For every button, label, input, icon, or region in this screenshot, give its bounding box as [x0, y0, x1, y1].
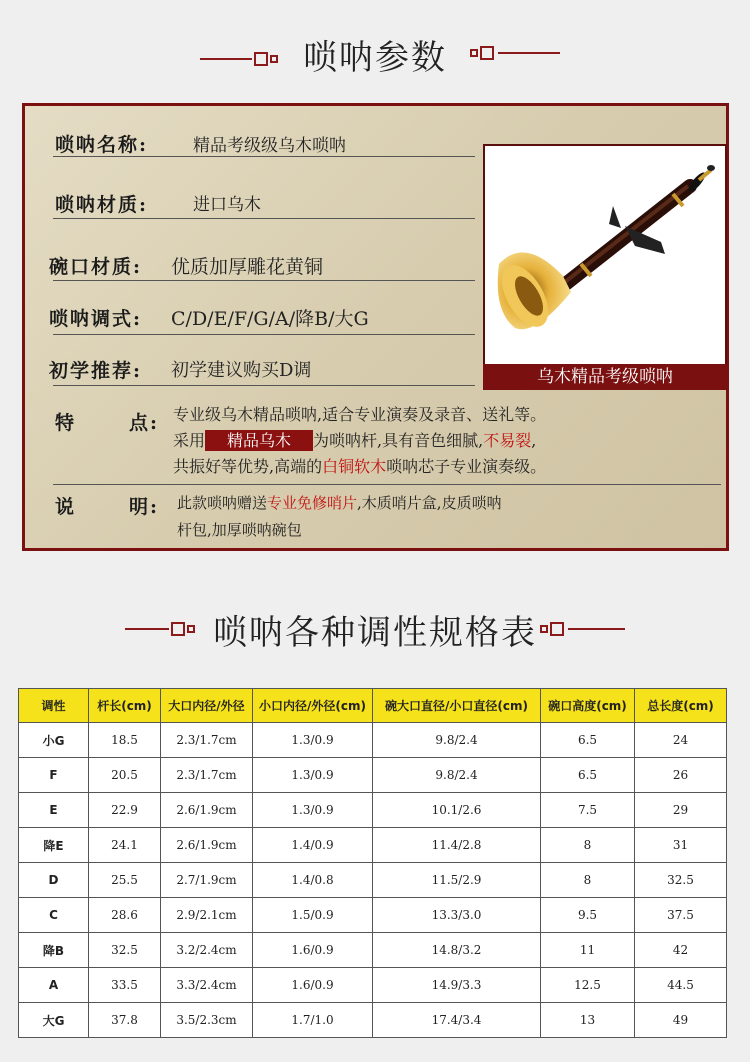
header-large-bore: 大口内径/外径 [161, 689, 253, 723]
cell-bell-height: 6.5 [541, 758, 635, 793]
cell-small-bore: 1.5/0.9 [253, 898, 373, 933]
value-material: 进口乌木 [193, 195, 261, 215]
note-text [177, 490, 502, 544]
cell-total-length: 29 [635, 793, 727, 828]
suona-illustration [485, 146, 725, 364]
cell-key: F [19, 758, 89, 793]
table-row [19, 933, 727, 968]
title-ornament-left [200, 52, 280, 66]
section-title-spec-table: 唢呐各种调性规格表 [213, 613, 537, 653]
value-bell-material: 优质加厚雕花黄铜 [171, 256, 324, 278]
cell-bell-diameter: 10.1/2.6 [373, 793, 541, 828]
table-row [19, 898, 727, 933]
label-note-b: 明: [129, 496, 160, 518]
cell-large-bore: 2.7/1.9cm [161, 863, 253, 898]
cell-large-bore: 2.6/1.9cm [161, 793, 253, 828]
features-text-part: 唢呐芯子专业演奏级。 [386, 457, 547, 476]
cell-bell-height: 12.5 [541, 968, 635, 1003]
cell-total-length: 26 [635, 758, 727, 793]
value-name: 精品考级级乌木唢呐 [193, 136, 346, 156]
cell-total-length: 44.5 [635, 968, 727, 1003]
cell-small-bore: 1.7/1.0 [253, 1003, 373, 1038]
note-text-part: 此款唢呐赠送 [177, 494, 268, 512]
header-pipe-length: 杆长(cm) [89, 689, 161, 723]
cell-key: C [19, 898, 89, 933]
title-ornament-left [125, 622, 203, 636]
row-divider [53, 484, 721, 485]
cell-bell-diameter: 17.4/3.4 [373, 1003, 541, 1038]
cell-large-bore: 2.6/1.9cm [161, 828, 253, 863]
label-features-b: 点: [129, 412, 160, 434]
table-row [19, 1003, 727, 1038]
cell-small-bore: 1.4/0.9 [253, 828, 373, 863]
header-total-length: 总长度(cm) [635, 689, 727, 723]
row-divider [53, 156, 475, 157]
cell-pipe-length: 28.6 [89, 898, 161, 933]
features-text-part: 为唢呐杆,具有音色细腻, [313, 431, 484, 450]
label-bell-material: 碗口材质: [49, 256, 143, 278]
cell-pipe-length: 18.5 [89, 723, 161, 758]
cell-bell-diameter: 13.3/3.0 [373, 898, 541, 933]
cell-bell-diameter: 14.9/3.3 [373, 968, 541, 1003]
row-divider [53, 218, 475, 219]
cell-bell-diameter: 11.4/2.8 [373, 828, 541, 863]
key-spec-table [18, 688, 727, 1038]
highlight-ebony: 精品乌木 [205, 430, 313, 451]
cell-pipe-length: 32.5 [89, 933, 161, 968]
cell-large-bore: 3.2/2.4cm [161, 933, 253, 968]
section-title-parameters: 唢呐参数 [303, 38, 447, 78]
cell-large-bore: 2.3/1.7cm [161, 758, 253, 793]
cell-key: D [19, 863, 89, 898]
cell-bell-diameter: 9.8/2.4 [373, 758, 541, 793]
label-keys: 唢呐调式: [49, 308, 143, 330]
cell-small-bore: 1.3/0.9 [253, 758, 373, 793]
label-note-a: 说 [55, 496, 77, 518]
cell-pipe-length: 33.5 [89, 968, 161, 1003]
cell-bell-height: 13 [541, 1003, 635, 1038]
product-caption: 乌木精品考级唢呐 [483, 364, 727, 390]
features-text-part: , [531, 431, 537, 450]
table-row [19, 793, 727, 828]
header-small-bore: 小口内径/外径(cm) [253, 689, 373, 723]
features-line-2 [173, 428, 546, 454]
cell-total-length: 24 [635, 723, 727, 758]
cell-pipe-length: 24.1 [89, 828, 161, 863]
highlight-no-crack: 不易裂 [483, 431, 532, 450]
table-row [19, 968, 727, 1003]
table-header-row [19, 689, 727, 723]
cell-bell-height: 9.5 [541, 898, 635, 933]
cell-key: 降B [19, 933, 89, 968]
value-keys: C/D/E/F/G/A/降B/大G [171, 308, 369, 330]
cell-small-bore: 1.3/0.9 [253, 793, 373, 828]
header-key: 调性 [19, 689, 89, 723]
cell-bell-height: 7.5 [541, 793, 635, 828]
cell-total-length: 49 [635, 1003, 727, 1038]
cell-key: 大G [19, 1003, 89, 1038]
parameters-panel [22, 103, 729, 551]
cell-large-bore: 2.9/2.1cm [161, 898, 253, 933]
note-line-1 [177, 490, 502, 517]
cell-small-bore: 1.3/0.9 [253, 723, 373, 758]
cell-bell-diameter: 9.8/2.4 [373, 723, 541, 758]
cell-key: 小G [19, 723, 89, 758]
highlight-cupronickel: 白铜软木 [322, 457, 387, 476]
cell-key: A [19, 968, 89, 1003]
cell-total-length: 32.5 [635, 863, 727, 898]
label-beginner: 初学推荐: [49, 360, 143, 382]
cell-bell-diameter: 11.5/2.9 [373, 863, 541, 898]
cell-total-length: 31 [635, 828, 727, 863]
cell-large-bore: 2.3/1.7cm [161, 723, 253, 758]
cell-total-length: 37.5 [635, 898, 727, 933]
cell-small-bore: 1.6/0.9 [253, 933, 373, 968]
note-text-part: ,木质哨片盒,皮质唢呐 [357, 494, 502, 512]
label-features-a: 特 [55, 412, 77, 434]
cell-large-bore: 3.5/2.3cm [161, 1003, 253, 1038]
cell-bell-height: 8 [541, 863, 635, 898]
table-row [19, 828, 727, 863]
header-bell-height: 碗口高度(cm) [541, 689, 635, 723]
row-divider [53, 385, 475, 386]
cell-bell-height: 11 [541, 933, 635, 968]
cell-bell-height: 6.5 [541, 723, 635, 758]
value-beginner: 初学建议购买D调 [171, 360, 312, 381]
features-line-3 [173, 454, 546, 480]
cell-small-bore: 1.4/0.8 [253, 863, 373, 898]
row-divider [53, 334, 475, 335]
features-text [173, 402, 546, 480]
cell-pipe-length: 25.5 [89, 863, 161, 898]
title-ornament-right [540, 622, 625, 636]
features-line-1: 专业级乌木精品唢呐,适合专业演奏及录音、送礼等。 [173, 405, 547, 424]
table-row [19, 723, 727, 758]
features-text-part: 采用 [173, 431, 206, 450]
cell-small-bore: 1.6/0.9 [253, 968, 373, 1003]
cell-bell-diameter: 14.8/3.2 [373, 933, 541, 968]
cell-total-length: 42 [635, 933, 727, 968]
table-row [19, 863, 727, 898]
table-row [19, 758, 727, 793]
header-bell-diameter: 碗大口直径/小口直径(cm) [373, 689, 541, 723]
note-line-2: 杆包,加厚唢呐碗包 [177, 521, 302, 539]
cell-large-bore: 3.3/2.4cm [161, 968, 253, 1003]
cell-pipe-length: 37.8 [89, 1003, 161, 1038]
cell-bell-height: 8 [541, 828, 635, 863]
label-name: 唢呐名称: [55, 134, 149, 156]
label-material: 唢呐材质: [55, 194, 149, 216]
cell-key: 降E [19, 828, 89, 863]
cell-pipe-length: 20.5 [89, 758, 161, 793]
features-text-part: 共振好等优势,高端的 [173, 457, 323, 476]
suona-product-image [483, 144, 727, 366]
row-divider [53, 280, 475, 281]
cell-pipe-length: 22.9 [89, 793, 161, 828]
cell-key: E [19, 793, 89, 828]
highlight-free-reed: 专业免修哨片 [267, 494, 358, 512]
title-ornament-right [470, 46, 560, 60]
